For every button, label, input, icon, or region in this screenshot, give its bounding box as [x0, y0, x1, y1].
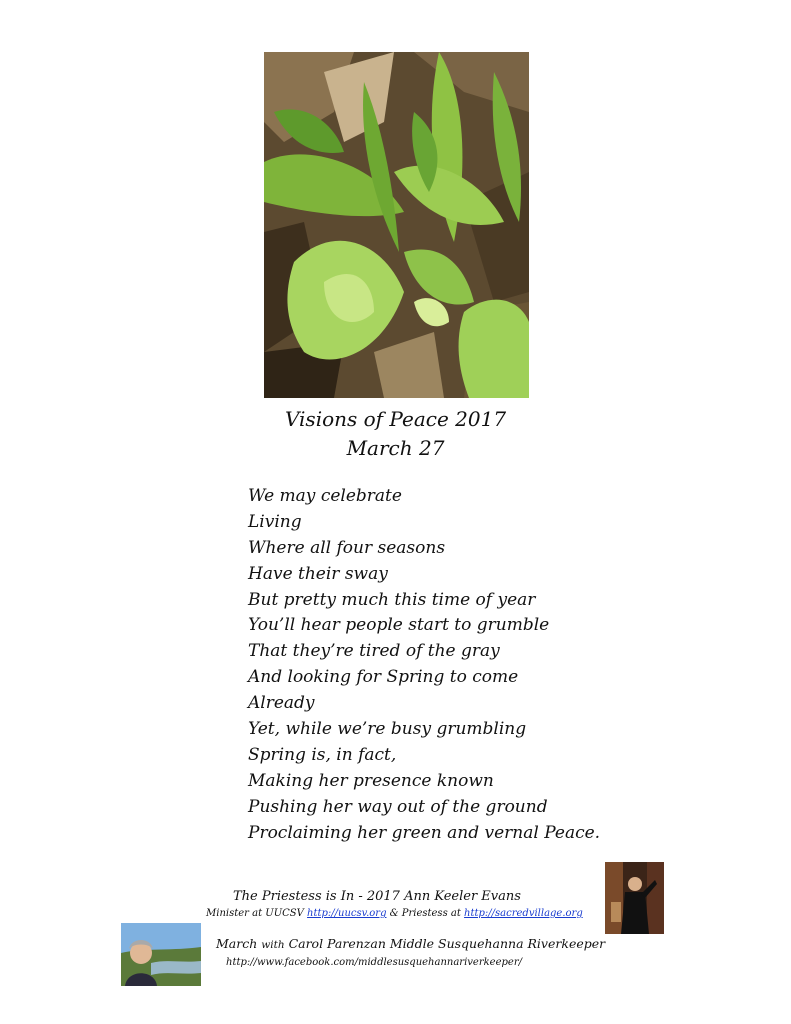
green-shoots-image: [264, 52, 529, 398]
poem-line: Living: [248, 511, 302, 532]
title-line-2: March 27: [346, 436, 445, 460]
poem-line: We may celebrate: [248, 486, 402, 506]
carol-image: [121, 923, 201, 986]
poem-line: Yet, while we’re busy grumbling: [248, 719, 527, 740]
poem-line: Have their sway: [248, 563, 388, 584]
march-word: March: [216, 936, 262, 951]
poem: [248, 484, 600, 846]
title-line-1: Visions of Peace 2017: [284, 407, 507, 431]
priestess-prefix: & Priestess at: [386, 908, 465, 919]
carol-photo: [121, 923, 201, 986]
priestess-image: [605, 862, 664, 934]
poem-line: But pretty much this time of year: [248, 589, 536, 610]
sacredvillage-link[interactable]: http://sacredvillage.org: [464, 908, 583, 919]
poem-line: Proclaiming her green and vernal Peace.: [248, 822, 601, 843]
poem-line: Already: [248, 693, 315, 714]
priestess-photo: [605, 862, 664, 934]
poem-line: You’ll hear people start to grumble: [248, 615, 550, 636]
march-rest: Carol Parenzan Middle Susquehanna Riverkeeper: [284, 936, 606, 951]
plant-photo: [264, 52, 529, 398]
poem-line: And looking for Spring to come: [248, 667, 519, 688]
poem-line: Spring is, in fact,: [248, 744, 397, 765]
march-with: with: [261, 939, 285, 951]
minister-prefix: Minister at UUCSV: [206, 908, 308, 919]
byline: The Priestess is In - 2017 Ann Keeler Evans: [233, 889, 521, 904]
poem-line: Making her presence known: [248, 770, 494, 791]
poem-line: That they’re tired of the gray: [248, 641, 500, 662]
poem-line: Where all four seasons: [248, 537, 446, 558]
affiliation-line: [206, 908, 583, 919]
march-line: [216, 936, 605, 951]
facebook-url: http://www.facebook.com/middlesusquehannariverkeeper/: [226, 957, 522, 968]
poem-line: Pushing her way out of the ground: [248, 796, 548, 817]
uucsv-link[interactable]: http://uucsv.org: [307, 908, 387, 919]
